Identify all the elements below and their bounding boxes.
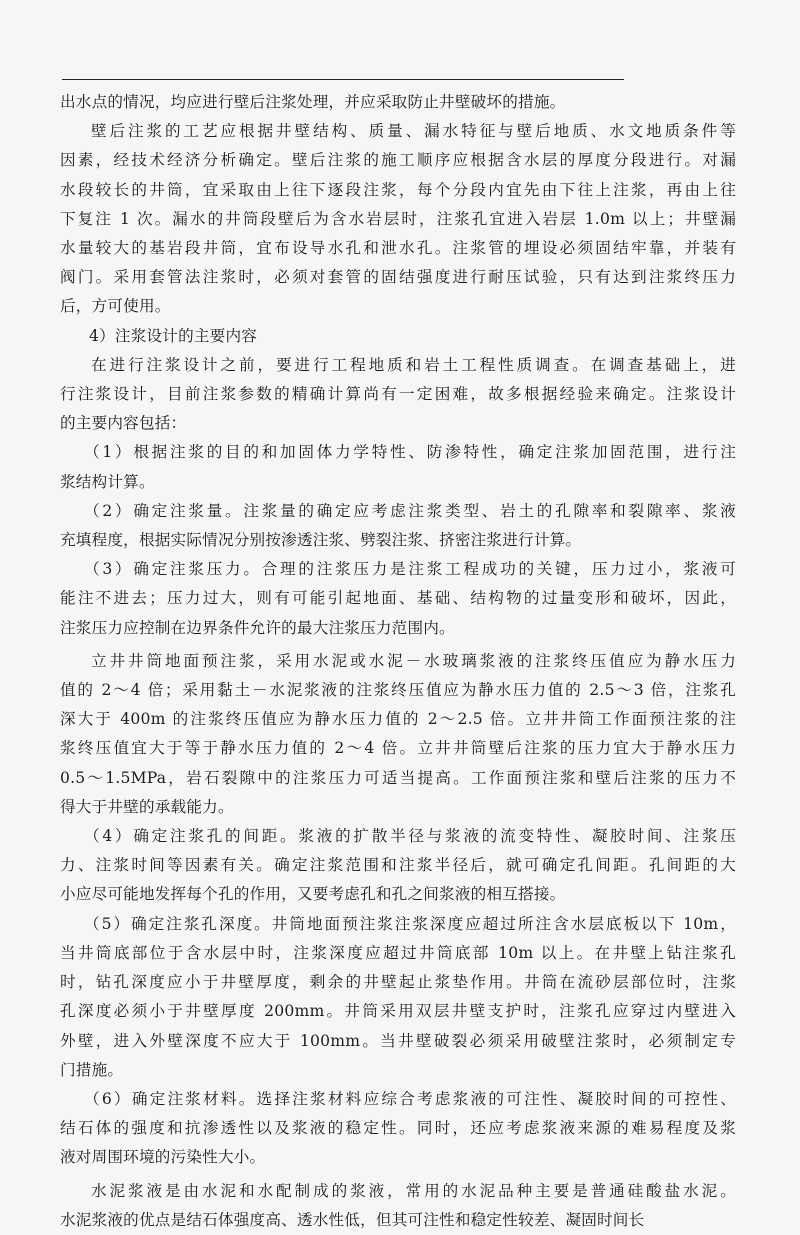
list-item-line: 当井筒底部位于含水层中时，注浆深度应超过井筒底部 10m 以上。在井壁上钻注浆孔 — [60, 943, 736, 962]
paragraph-line: 下复注 1 次。漏水的井筒段壁后为含水岩层时，注浆孔宜进入岩层 1.0m 以上；井壁漏 — [60, 209, 736, 228]
paragraph-line: 后，方可使用。 — [60, 297, 171, 316]
paragraph-line: 在进行注浆设计之前，要进行工程地质和岩土工程性质调查。在调查基础上，进 — [91, 355, 736, 374]
paragraph-line: 水泥浆液是由水泥和水配制成的浆液，常用的水泥品种主要是普通硅酸盐水泥。 — [91, 1181, 736, 1200]
list-item-line: 充填程度，根据实际情况分别按渗透注浆、劈裂注浆、挤密注浆进行计算。 — [60, 531, 582, 550]
list-item-line: （1）根据注浆的目的和加固体力学特性、防渗特性，确定注浆加固范围，进行注 — [84, 443, 736, 462]
paragraph-line: 水泥浆液的优点是结石体强度高、透水性低，但其可注性和稳定性较差、凝固时间长 — [60, 1210, 645, 1229]
list-item-line: 门措施。 — [60, 1060, 124, 1079]
list-item-line: （2）确定注浆量。注浆量的确定应考虑注浆类型、岩土的孔隙率和裂隙率、浆液 — [84, 501, 736, 520]
list-item-line: （3）确定注浆压力。合理的注浆压力是注浆工程成功的关键，压力过小，浆液可 — [84, 560, 736, 579]
list-item-line: 结石体的强度和抗渗透性以及浆液的稳定性。同时，还应考虑浆液来源的难易程度及浆 — [60, 1119, 736, 1138]
list-item-line: 孔深度必须小于井壁厚度 200mm。井筒采用双层井壁支护时，注浆孔应穿过内壁进入 — [60, 1002, 736, 1021]
paragraph-line: 的主要内容包括： — [60, 414, 187, 433]
paragraph-line: 行注浆设计，目前注浆参数的精确计算尚有一定困难，故多根据经验来确定。注浆设计 — [60, 385, 736, 404]
paragraph-line: 深大于 400m 的注浆终压值应为静水压力值的 2～2.5 倍。立井井筒工作面预注浆的注 — [60, 710, 736, 729]
header-rule — [62, 79, 624, 80]
paragraph-line: 壁后注浆的工艺应根据井壁结构、质量、漏水特征与壁后地质、水文地质条件等 — [91, 122, 736, 141]
paragraph-line: 因素，经技术经济分析确定。壁后注浆的施工顺序应根据含水层的厚度分段进行。对漏 — [60, 151, 736, 170]
list-item-line: 小应尽可能地发挥每个孔的作用，又要考虑孔和孔之间浆液的相互搭接。 — [60, 885, 566, 904]
paragraph-line: 得大于井壁的承载能力。 — [60, 797, 234, 816]
paragraph-line: 出水点的情况，均应进行壁后注浆处理，并应采取防止井壁破坏的措施。 — [60, 93, 566, 111]
list-item-line: 注浆压力应控制在边界条件允许的最大注浆压力范围内。 — [60, 618, 455, 637]
paragraph-line: 0.5～1.5MPa，岩石裂隙中的注浆压力可适当提高。工作面预注浆和壁后注浆的压力不 — [60, 768, 736, 787]
list-item-line: 液对周围环境的污染性大小。 — [60, 1148, 266, 1167]
list-item-line: （6）确定注浆材料。选择注浆材料应综合考虑浆液的可注性、凝胶时间的可控性、 — [84, 1089, 736, 1108]
section-heading: 4）注浆设计的主要内容 — [89, 326, 258, 345]
paragraph-line: 水量较大的基岩段井筒，宜布设导水孔和泄水孔。注浆管的埋设必须固结牢靠，并装有 — [60, 239, 736, 258]
list-item-line: （4）确定注浆孔的间距。浆液的扩散半径与浆液的流变特性、凝胶时间、注浆压 — [84, 827, 736, 846]
list-item-line: 力、注浆时间等因素有关。确定注浆范围和注浆半径后，就可确定孔间距。孔间距的大 — [60, 856, 736, 875]
paragraph-line: 水段较长的井筒，宜采取由上往下逐段注浆，每个分段内宜先由下往上注浆，再由上往 — [60, 180, 736, 199]
paragraph-line: 浆终压值宜大于等于静水压力值的 2～4 倍。立井井筒壁后注浆的压力宜大于静水压力 — [60, 739, 736, 758]
list-item-line: 能注不进去；压力过大，则有可能引起地面、基础、结构物的过量变形和破坏，因此， — [60, 589, 736, 608]
paragraph-line: 立井井筒地面预注浆，采用水泥或水泥－水玻璃浆液的注浆终压值应为静水压力 — [91, 651, 736, 670]
list-item-line: 时，钻孔深度应小于井壁厚度，剩余的井壁起止浆垫作用。井筒在流砂层部位时，注浆 — [60, 973, 736, 992]
paragraph-line: 值的 2～4 倍；采用黏土－水泥浆液的注浆终压值应为静水压力值的 2.5～3 倍，注浆孔 — [60, 681, 736, 700]
list-item-line: 浆结构计算。 — [60, 472, 155, 491]
list-item-line: 外壁，进入外壁深度不应大于 100mm。当井壁破裂必须采用破壁注浆时，必须制定专 — [60, 1031, 736, 1050]
document-body — [60, 88, 736, 1235]
list-item-line: （5）确定注浆孔深度。井筒地面预注浆注浆深度应超过所注含水层底板以下 10m， — [84, 914, 736, 933]
paragraph-line: 阀门。采用套管法注浆时，必须对套管的固结强度进行耐压试验，只有达到注浆终压力 — [60, 268, 736, 287]
